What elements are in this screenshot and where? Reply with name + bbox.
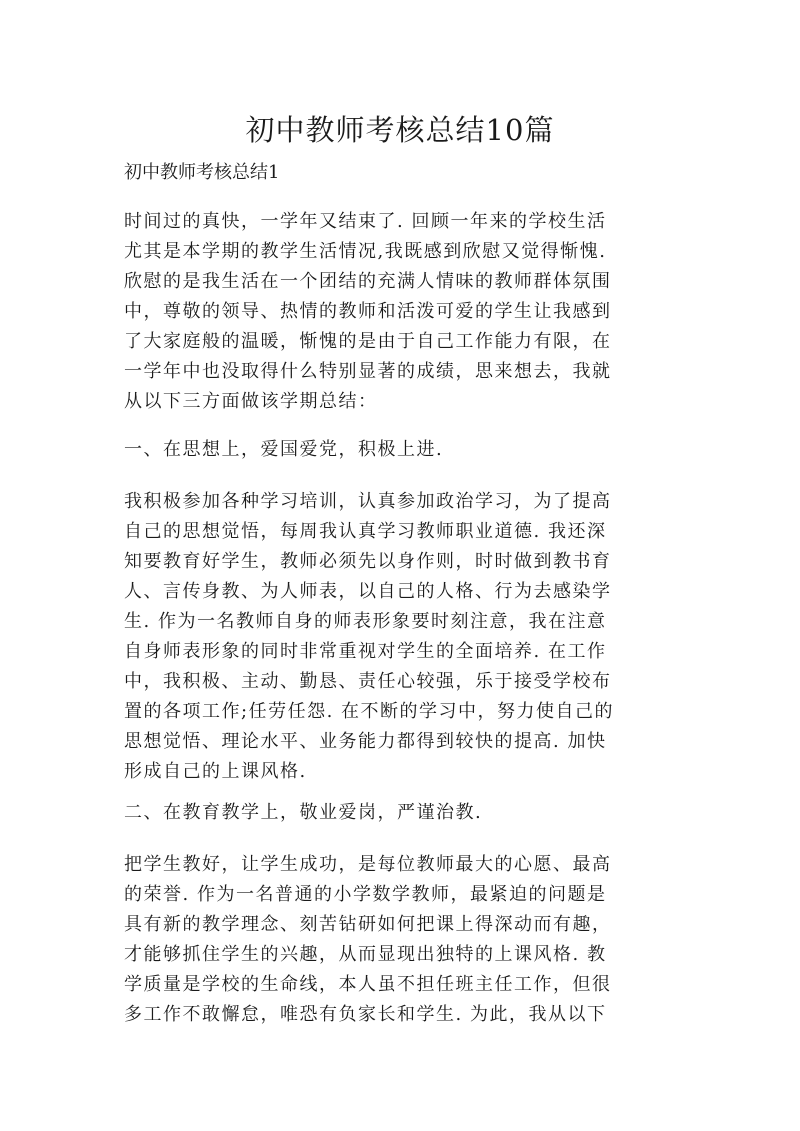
paragraph-line: 把学生教好，让学生成功，是每位教师最大的心愿、最高 — [124, 854, 612, 875]
paragraph-line: 中，我积极、主动、勤恳、责任心较强，乐于接受学校布 — [124, 671, 612, 692]
paragraph-line: 知要教育好学生，教师必须先以身作则，时时做到教书育 — [124, 551, 612, 572]
paragraph-line: 自身师表形象的同时非常重视对学生的全面培养. 在工作 — [124, 641, 607, 662]
paragraph-line: 了大家庭般的温暖，惭愧的是由于自己工作能力有限，在 — [124, 331, 612, 352]
paragraph-line: 从以下三方面做该学期总结： — [124, 391, 378, 412]
paragraph-line: 自己的思想觉悟，每周我认真学习教师职业道德. 我还深 — [124, 521, 607, 542]
paragraph-line: 时间过的真快，一学年又结束了. 回顾一年来的学校生活 — [124, 211, 607, 232]
section-heading-ideology: 一、在思想上，爱国爱党，积极上进. — [124, 439, 444, 460]
paragraph-ideology — [124, 487, 664, 787]
paragraph-line: 多工作不敢懈怠，唯恐有负家长和学生. 为此，我从以下 — [124, 1004, 607, 1025]
paragraph-line: 思想觉悟、理论水平、业务能力都得到较快的提高. 加快 — [124, 731, 607, 752]
paragraph-line: 形成自己的上课风格. — [124, 761, 307, 782]
paragraph-line: 置的各项工作;任劳任怨. 在不断的学习中，努力使自己的 — [124, 701, 615, 722]
paragraph-line: 我积极参加各种学习培训，认真参加政治学习，为了提高 — [124, 491, 612, 512]
document-title: 初中教师考核总结10篇 — [245, 113, 555, 147]
paragraph-line: 尤其是本学期的教学生活情况,我既感到欣慰又觉得惭愧. — [124, 241, 607, 262]
section-heading-teaching: 二、在教育教学上，敬业爱岗，严谨治教. — [124, 802, 483, 823]
paragraph-line: 具有新的教学理念、刻苦钻研如何把课上得深动而有趣， — [124, 914, 612, 935]
paragraph-line: 生. 作为一名教师自身的师表形象要时刻注意，我在注意 — [124, 611, 607, 632]
section-subtitle: 初中教师考核总结1 — [124, 162, 280, 183]
paragraph-line: 的荣誉. 作为一名普通的小学数学教师，最紧迫的问题是 — [124, 884, 607, 905]
paragraph-line: 人、言传身教、为人师表，以自己的人格、行为去感染学 — [124, 581, 612, 602]
paragraph-line: 中，尊敬的领导、热情的教师和活泼可爱的学生让我感到 — [124, 301, 612, 322]
paragraph-teaching — [124, 850, 664, 1030]
paragraph-line: 学质量是学校的生命线，本人虽不担任班主任工作，但很 — [124, 974, 612, 995]
paragraph-intro — [124, 207, 664, 417]
paragraph-line: 欣慰的是我生活在一个团结的充满人情味的教师群体氛围 — [124, 271, 612, 292]
paragraph-line: 一学年中也没取得什么特别显著的成绩，思来想去，我就 — [124, 361, 612, 382]
paragraph-line: 才能够抓住学生的兴趣，从而显现出独特的上课风格. 教 — [124, 944, 607, 965]
